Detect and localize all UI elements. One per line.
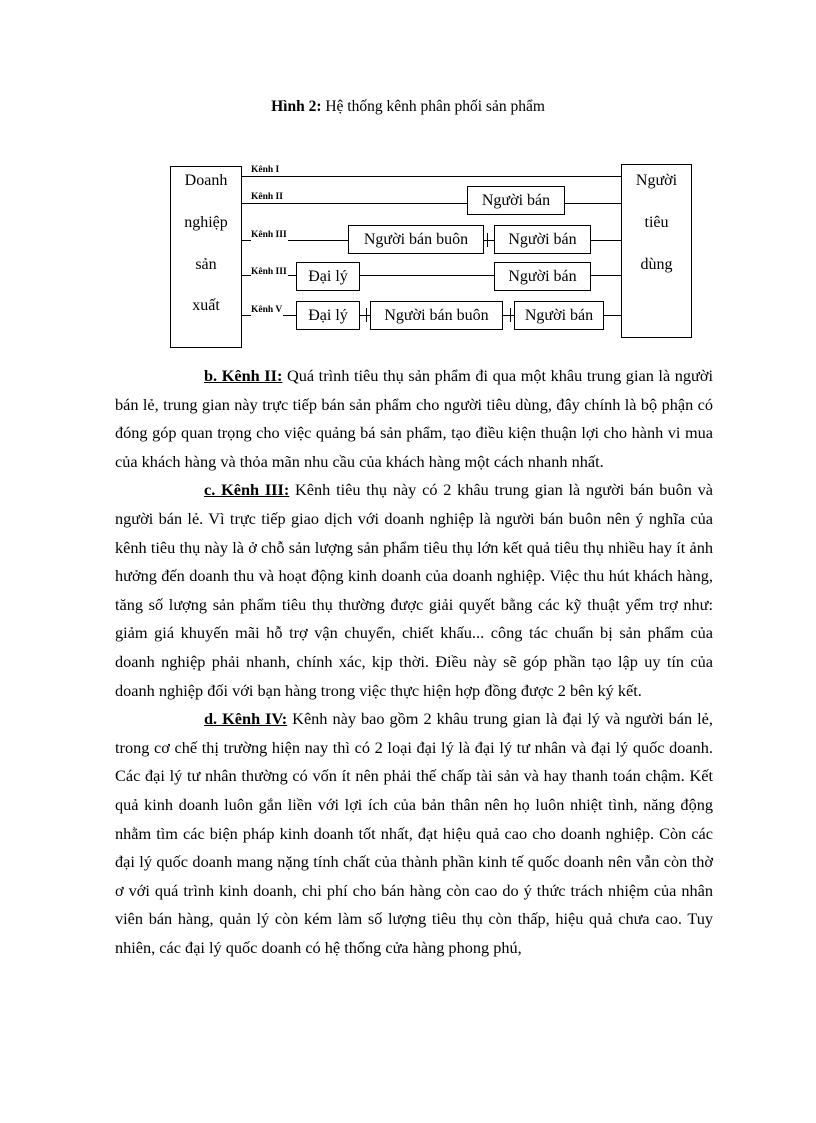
consumer-label-line-2: tiêu: [644, 214, 669, 231]
channel-1-line: [242, 176, 621, 177]
producer-label-line-4: xuất: [192, 297, 220, 314]
channel-5-node-agent: Đại lý: [296, 301, 360, 330]
paragraph-channel-2: [115, 362, 713, 476]
channel-5-tick-1: [366, 308, 367, 322]
consumer-label-line-1: Người: [635, 172, 678, 189]
channel-4-node-agent: Đại lý: [296, 262, 360, 291]
channel-2-node-retailer: Người bán: [467, 186, 565, 215]
producer-label-line-3: sản: [195, 256, 217, 273]
channel-5-tick-2: [510, 308, 511, 322]
channel-1-label: Kênh I: [251, 165, 280, 175]
producer-label-line-1: Doanh: [184, 172, 228, 189]
channel-5-label: Kênh V: [251, 305, 283, 315]
channel-4-node-retailer: Người bán: [494, 262, 591, 291]
paragraph-heading: b. Kênh II:: [204, 366, 283, 385]
channel-3-node-wholesaler: Người bán buôn: [348, 225, 484, 254]
paragraph-heading: d. Kênh IV:: [204, 709, 288, 729]
channel-5-node-retailer: Người bán: [514, 301, 604, 330]
paragraph-channel-4: [115, 705, 713, 962]
paragraph-channel-3: [115, 476, 713, 705]
consumer-label-line-3: dùng: [640, 256, 673, 273]
paragraph-body: Kênh tiêu thụ này có 2 khâu trung gian là người bán buôn và người bán lẻ. Vì trực tiếp giao dịch với doanh nghiệp là người bán buôn nên ý nghĩa của kênh tiêu thụ này là ở chỗ sản lượng sản phẩm tiêu thụ lớn kết quả tiêu thụ nhiều hay ít ảnh hưởng đến doanh thu và hoạt động kinh doanh của doanh nghiệp. Việc thu hút khách hàng, tăng số lượng sản phẩm tiêu thụ thường được giải quyết bằng các kỹ thuật yểm trợ như: giảm giá khuyến mãi hỗ trợ vận chuyển, chiết khấu... công tác chuẩn bị sản phẩm của doanh nghiệp phải nhanh, chính xác, kịp thời. Điều này sẽ góp phần tạo lập uy tín của doanh nghiệp đối với bạn hàng trong việc thực hiện hợp đồng được 2 bên ký kết.: [115, 480, 713, 700]
producer-label-line-2: nghiệp: [184, 214, 228, 231]
channel-2-label: Kênh II: [251, 192, 283, 202]
paragraph-body: Kênh này bao gồm 2 khâu trung gian là đại lý và người bán lẻ, trong cơ chế thị trường hiện nay thì có 2 loại đại lý là đại lý tư nhân và đại lý quốc doanh. Các đại lý tư nhân thường có vốn ít nên phải thế chấp tài sản và hay thanh toán chậm. Kết quả kinh doanh luôn gắn liền với lợi ích của bản thân nên họ luôn nhiệt tình, năng động nhằm tìm các biện pháp kinh doanh tốt nhất, đạt hiệu quả cao cho doanh nghiệp. Còn các đại lý quốc doanh mang nặng tính chất của thành phần kinh tế quốc doanh nên vẫn còn thờ ơ với quá trình kinh doanh, chi phí cho bán hàng còn cao do ý thức trách nhiệm của nhân viên bán hàng, quản lý còn kém làm số lượng tiêu thụ còn thấp, hiệu quả chưa cao. Tuy nhiên, các đại lý quốc doanh có hệ thống cửa hàng phong phú,: [115, 709, 713, 957]
channel-3-node-retailer: Người bán: [494, 225, 591, 254]
paragraph-body: Quá trình tiêu thụ sản phẩm đi qua một khâu trung gian là người bán lẻ, trung gian này trực tiếp bán sản phẩm cho người tiêu dùng, đây chính là bộ phận có đóng góp quan trọng cho việc quảng bá sản phẩm, tạo điều kiện thuận lợi cho hành vi mua của khách hàng và thỏa mãn nhu cầu của khách hàng một cách nhanh nhất.: [115, 366, 713, 471]
paragraph-heading: c. Kênh III:: [204, 480, 290, 500]
figure-caption-text: Hệ thống kênh phân phối sản phẩm: [325, 98, 545, 115]
channel-3-tick: [487, 233, 488, 247]
channel-5-node-wholesaler: Người bán buôn: [370, 301, 503, 330]
distribution-channel-diagram: [0, 0, 816, 360]
body-text: [115, 362, 713, 962]
consumer-box: [621, 164, 692, 338]
figure-label: Hình 2:: [271, 98, 322, 115]
channel-3-label: Kênh III: [251, 230, 287, 240]
channel-4-label: Kênh III: [251, 267, 287, 277]
